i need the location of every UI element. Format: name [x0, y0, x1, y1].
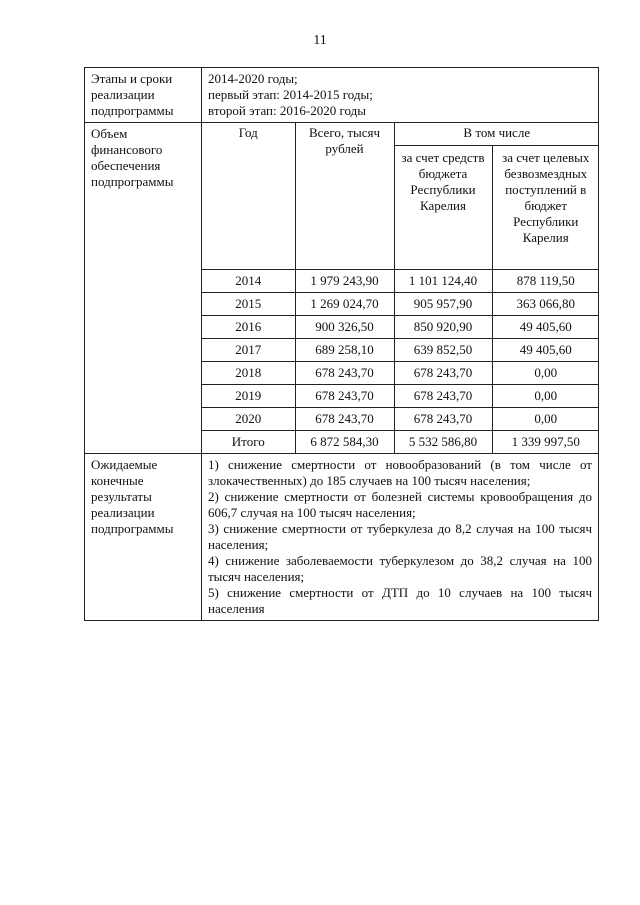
grants-cell: 49 405,60 — [492, 339, 599, 362]
results-list — [202, 454, 599, 621]
stages-value — [202, 68, 599, 123]
header-grants: за счет целевых безвозмездных поступлений в бюджет Республики Карелия — [492, 146, 599, 270]
total-cell: 678 243,70 — [295, 385, 394, 408]
budget-cell: 678 243,70 — [394, 362, 492, 385]
results-label: Ожидаемые конечные результаты реализации подпрограммы — [85, 454, 202, 621]
financing-table — [202, 123, 599, 453]
total-row — [202, 431, 599, 454]
list-item: 4) снижение заболеваемости туберкулезом до 38,2 случая на 100 тысяч населения; — [208, 553, 592, 584]
header-total: Всего, тысяч рублей — [295, 123, 394, 270]
passport-table — [84, 67, 599, 621]
grants-cell: 1 339 997,50 — [492, 431, 599, 454]
financing-label: Объем финансового обеспечения подпрограммы — [85, 123, 202, 454]
table-row — [202, 293, 599, 316]
year-cell: 2016 — [202, 316, 295, 339]
header-budget: за счет средств бюджета Республики Карелия — [394, 146, 492, 270]
stages-line: второй этап: 2016-2020 годы — [208, 103, 366, 118]
budget-cell: 678 243,70 — [394, 408, 492, 431]
grants-cell: 0,00 — [492, 362, 599, 385]
grants-cell: 0,00 — [492, 385, 599, 408]
grants-cell: 363 066,80 — [492, 293, 599, 316]
budget-cell: 1 101 124,40 — [394, 270, 492, 293]
stages-line: первый этап: 2014-2015 годы; — [208, 87, 373, 102]
grants-cell: 0,00 — [492, 408, 599, 431]
total-cell: 678 243,70 — [295, 408, 394, 431]
year-cell: 2020 — [202, 408, 295, 431]
header-year: Год — [202, 123, 295, 270]
budget-cell: 639 852,50 — [394, 339, 492, 362]
grants-cell: 878 119,50 — [492, 270, 599, 293]
table-row — [202, 339, 599, 362]
total-cell: 689 258,10 — [295, 339, 394, 362]
total-cell: 1 269 024,70 — [295, 293, 394, 316]
list-item: 2) снижение смертности от болезней системы кровообращения до 606,7 случая на 100 тысяч населения; — [208, 489, 592, 520]
stages-line: 2014-2020 годы; — [208, 71, 298, 86]
stages-label: Этапы и сроки реализации подпрограммы — [85, 68, 202, 123]
total-cell: 678 243,70 — [295, 362, 394, 385]
grants-cell: 49 405,60 — [492, 316, 599, 339]
year-cell: 2015 — [202, 293, 295, 316]
list-item: 5) снижение смертности от ДТП до 10 случаев на 100 тысяч населения — [208, 585, 592, 616]
year-cell: Итого — [202, 431, 295, 454]
financing-row — [85, 123, 599, 454]
table-row — [202, 362, 599, 385]
year-cell: 2014 — [202, 270, 295, 293]
table-row — [202, 316, 599, 339]
page-number: 11 — [313, 33, 327, 48]
table-row — [202, 408, 599, 431]
total-cell: 6 872 584,30 — [295, 431, 394, 454]
year-cell: 2018 — [202, 362, 295, 385]
year-cell: 2017 — [202, 339, 295, 362]
header-including: В том числе — [394, 123, 599, 146]
list-item: 3) снижение смертности от туберкулеза до 8,2 случая на 100 тысяч населения; — [208, 521, 592, 552]
total-cell: 900 326,50 — [295, 316, 394, 339]
budget-cell: 850 920,90 — [394, 316, 492, 339]
budget-cell: 5 532 586,80 — [394, 431, 492, 454]
list-item: 1) снижение смертности от новообразований (в том числе от злокачественных) до 185 случаев на 100 тысяч населения; — [208, 457, 592, 488]
financing-cell — [202, 123, 599, 454]
table-row — [202, 270, 599, 293]
budget-cell: 905 957,90 — [394, 293, 492, 316]
stages-row — [85, 68, 599, 123]
total-cell: 1 979 243,90 — [295, 270, 394, 293]
table-row — [202, 385, 599, 408]
budget-cell: 678 243,70 — [394, 385, 492, 408]
results-row — [85, 454, 599, 621]
year-cell: 2019 — [202, 385, 295, 408]
